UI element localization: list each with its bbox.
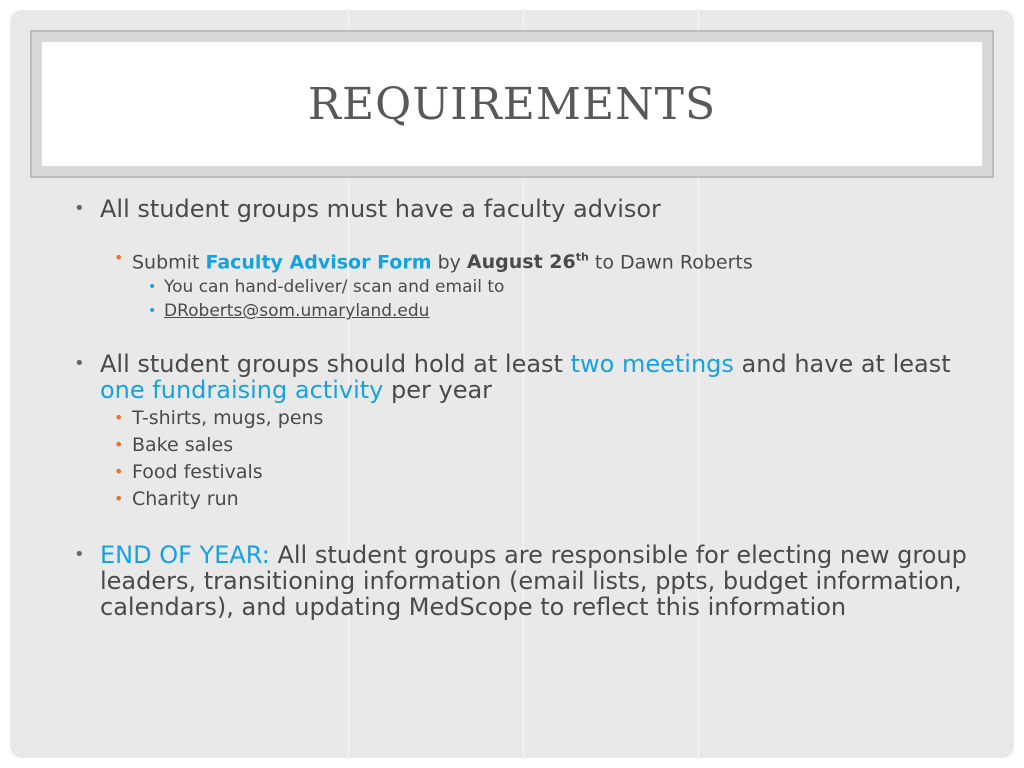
bullet-dot: •	[114, 462, 124, 482]
bullet-advisor	[70, 196, 970, 222]
meetings-part2: and have at least	[741, 350, 951, 379]
list-item-text: T-shirts, mugs, pens	[132, 407, 324, 430]
end-of-year-label: END OF YEAR:	[100, 541, 270, 570]
list-item-text: Food festivals	[132, 461, 263, 484]
bullet-text: All student groups must have a faculty advisor	[100, 195, 661, 223]
slide-content	[70, 196, 970, 620]
end-of-year-text: All student groups are responsible for electing new group leaders, transitioning information (email lists, ppts, budget information, calendars), and updating MedScope to reflect this information	[100, 541, 967, 622]
meetings-part3: per year	[391, 376, 493, 405]
sub-bullet-submit	[70, 245, 970, 275]
sub-sub-bullet-email	[70, 299, 970, 323]
bullet-dot: •	[114, 248, 124, 267]
submit-prefix: Submit	[132, 251, 200, 274]
bullet-dot: •	[74, 353, 85, 375]
hand-deliver-text: You can hand-deliver/ scan and email to	[164, 277, 505, 298]
sub-sub-bullet-hand-deliver	[70, 275, 970, 299]
list-item	[70, 486, 970, 512]
bullet-dot: •	[74, 544, 85, 566]
bullet-dot: •	[74, 198, 85, 219]
bullet-dot: •	[114, 408, 124, 428]
deadline-date-text: August 26	[466, 251, 576, 274]
slide-title: REQUIREMENTS	[307, 78, 717, 130]
title-box	[42, 42, 982, 166]
bullet-end-of-year	[70, 542, 970, 620]
list-item	[70, 405, 970, 431]
list-item-text: Bake sales	[132, 434, 234, 457]
meetings-part1: All student groups should hold at least	[100, 350, 563, 379]
list-item-text: Charity run	[132, 488, 239, 511]
email-link[interactable]: DRoberts@som.umaryland.edu	[164, 301, 430, 322]
bullet-dot: •	[148, 279, 157, 296]
faculty-advisor-form-link[interactable]: Faculty Advisor Form	[205, 251, 432, 274]
deadline-date-suffix: th	[575, 251, 589, 264]
two-meetings-highlight: two meetings	[570, 350, 734, 379]
submit-suffix: to Dawn Roberts	[594, 251, 753, 274]
bullet-meetings	[70, 351, 970, 403]
deadline-date	[467, 251, 589, 273]
slide	[10, 10, 1014, 758]
title-frame	[30, 30, 994, 178]
fundraising-examples	[70, 405, 970, 512]
list-item	[70, 459, 970, 485]
fundraising-highlight: one fundraising activity	[100, 376, 384, 405]
list-item	[70, 432, 970, 458]
bullet-dot: •	[148, 303, 157, 320]
submit-by: by	[437, 251, 461, 274]
bullet-dot: •	[114, 435, 124, 455]
bullet-dot: •	[114, 489, 124, 509]
